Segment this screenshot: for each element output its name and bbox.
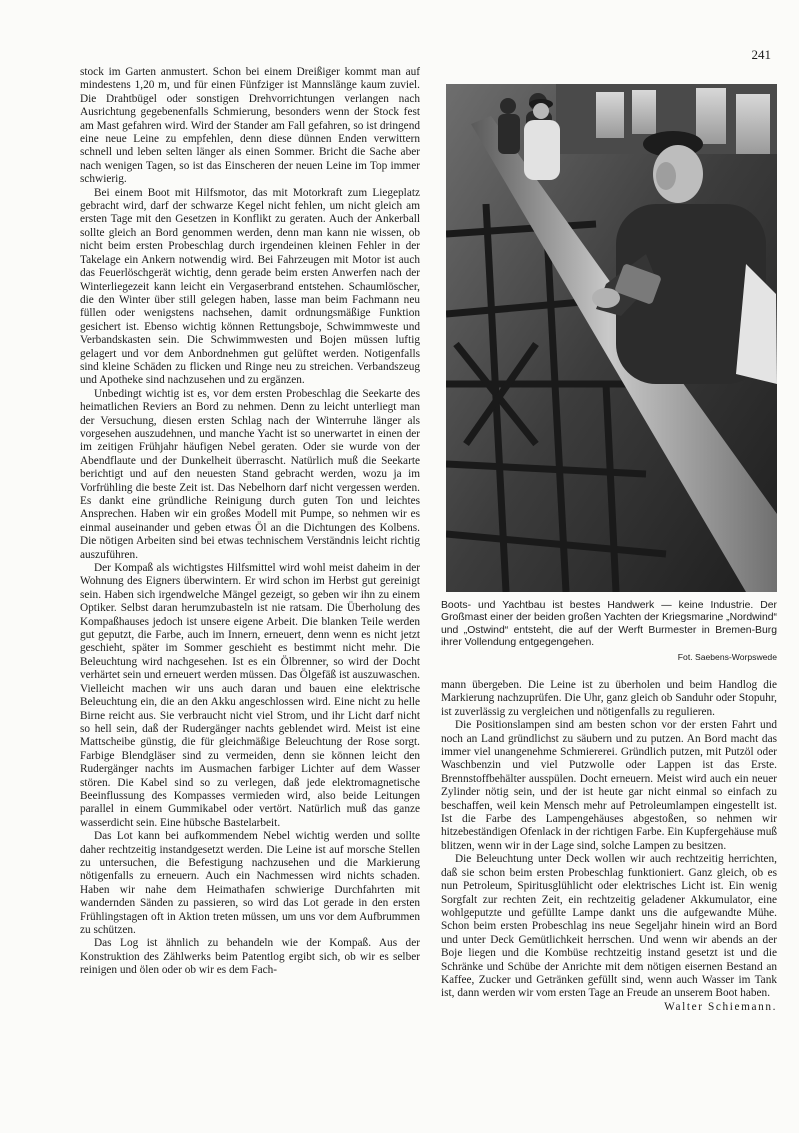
paragraph: Das Log ist ähnlich zu behandeln wie der Kompaß. Aus der Konstruktion des Zählwerks beim Patentlog ergibt sich, ob wir es selber reinigen und ölen oder ob wir es dem Fach- — [80, 937, 420, 977]
paragraph: mann übergeben. Die Leine ist zu überholen und beim Handlog die Markierung nachzuprüfen. Die Uhr, ganz gleich ob Sanduhr oder Stopuhr, ist zuverlässig zu vergleichen und nötigenfalls zu regulieren. — [441, 679, 777, 718]
right-column — [441, 679, 777, 1014]
author-signature: Walter Schiemann. — [664, 1000, 777, 1013]
page-number: 241 — [751, 47, 771, 62]
shipyard-photo — [446, 84, 777, 592]
paragraph: Die Beleuchtung unter Deck wollen wir auch rechtzeitig herrichten, daß sie schon beim ersten Probeschlag funktioniert. Ganz gleich, ob es nun Petroleum, Spiritusglühlicht oder elektrisches Licht ist. Ein wenig Sorgfalt zur rechten Zeit, ein rechtzeitig geladener Akkumulator, eine wohlgeputzte und gefüllte Lampe dankt uns die aufgewandte Mühe. Schon beim ersten Probeschlag ins neue Segeljahr hinein wird an Bord und unter Deck Gemütlichkeit herrschen. Und wenn wir abends an der Boje liegen und die Kombüse rechtzeitig instand gesetzt ist und die Schränke und Schübe der Anrichte mit dem nötigen eisernen Bestand an Kaffee, Zucker und Getränken gefüllt sind, wenn auch Wasser im Tank ist, dann werden wir vom ersten Tage an Freude an unserem Boot haben. — [441, 853, 777, 1000]
photo-caption — [441, 600, 777, 663]
paragraph: Bei einem Boot mit Hilfsmotor, das mit Motorkraft zum Liegeplatz gebracht wird, darf der schwarze Kegel nicht fehlen, um nicht gleich am ersten Tage mit den Gesetzen in Konflikt zu geraten. Auch der Ankerball sollte gleich an Bord genommen werden, denn man kann nie wissen, ob nicht beim ersten Probeschlag durch irgendeinen kleinen Fehler in der Takelage ein Ankern notwendig wird. Bei Fahrzeugen mit Motor ist auch das Feuerlöschgerät wichtig, denn gerade beim ersten Anwerfen nach der Winterliegezeit kann leicht ein Vergaserbrand entstehen. Schaumlöscher, die den Winter über still gelegen haben, lasse man beim Fachmann neu füllen oder wenigstens nachsehen, damit ordnungsmäßige Funktion gesichert ist. Ebenso wichtig können Rettungsboje, Schwimmweste und Verbandskasten sein. Die Schwimmwesten und Bojen müssen luftig gelagert und vor dem Anbordnehmen gut gelüftet werden. Notigenfalls sind kleine Schäden zu flicken und Ringe neu zu streichen. Verbandszeug und Apotheke sind nachzusehen und zu ergänzen. — [80, 186, 420, 387]
mast-workers-illustration — [446, 84, 777, 592]
paragraph: stock im Garten anmustert. Schon bei einem Dreißiger kommt man auf mindestens 1,20 m, und für einen Fünfziger ist Mannslänge kaum zuviel. Die Drahtbügel oder sonstigen Drehvorrichtungen verlangen nach Ausrichtung gegebenenfalls Schmierung, besonders wenn der Stock fest am Mast gefahren wird. Wird der Stander am Fall gefahren, so ist dringend eine neue Leine zu empfehlen, denn diese dünnen Enden verwittern schnell und leben selten länger als einen Sommer. Bricht die Sache aber nach wenigen Tagen, so ist das Einscheren der neuen Leine im Top immer schwierig. — [80, 66, 420, 186]
paragraph: Der Kompaß als wichtigstes Hilfsmittel wird wohl meist daheim in der Wohnung des Eigners überwintern. Er wird schon im Herbst gut gereinigt sein. Haben sich irgendwelche Mängel gezeigt, so geben wir ihn zu einem Optiker. Selbst daran herumzubasteln ist nie ratsam. Die Überholung des Kompaßhauses jedoch ist unsere eigene Arbeit. Die blanken Teile werden gut geputzt, die Farbe, auch im Innern, erneuert, denn wenn es nicht jetzt geschieht, später im Sommer geschieht es bestimmt nicht mehr. Die Beleuchtung wird nachgesehen. Ist es ein Ölbrenner, so wird der Docht verhärtet sein und erneuert werden müssen. Das Ölgefäß ist auszuwaschen. Vielleicht machen wir uns auch daran und bauen eine elektrische Beleuchtung ein, die an den Akku angeschlossen wird. Eine nicht zu helle Birne reicht aus. Sie verbraucht nicht viel Strom, und ihr Licht darf nicht so hell sein, daß der Rudergänger nachts geblendet wird. Meist ist eine Mattscheibe günstig, die für gleichmäßige Beleuchtung der Rose sorgt. Farbige Blendgläser sind zu vermeiden, denn sie können leicht den Rudergänger nachts im Ausmachen farbiger Lichter auf dem Wasser stören. Die Kabel sind so zu verlegen, daß jede elektromagnetische Beeinflussung des Kompasses vermieden wird, also beide Leitungen parallel in einem Gummikabel oder vertört. Natürlich muß das ganze wasserdicht sein. Eine hübsche Bastelarbeit. — [80, 562, 420, 829]
paragraph: Das Lot kann bei aufkommendem Nebel wichtig werden und sollte daher rechtzeitig instandgesetzt werden. Die Leine ist auf morsche Stellen zu untersuchen, die Befestigung nachzusehen und die Markierung nötigenfalls zu erneuern. Auch ein Nachmessen wird nichts schaden. Haben wir nahe dem Heimathafen schwierige Durchfahrten mit wandernden Sänden zu passieren, so wird das Lot gerade in den ersten Frühlingstagen oft in Aktion treten müssen, um uns vor dem Aufbrummen zu schützen. — [80, 830, 420, 936]
caption-text: Boots- und Yachtbau ist bestes Handwerk — keine Industrie. Der Großmast einer der beiden großen Yachten der Kriegsmarine „Nordwind“ und „Ostwind“ entsteht, die auf der Werft Burmester in Bremen-Burg ihrer Vollendung entgegengehen. — [441, 600, 777, 649]
left-column — [80, 66, 420, 978]
paragraph: Die Positionslampen sind am besten schon vor der ersten Fahrt und noch an Land gründlichst zu säubern und zu putzen. An Bord macht das immer viel unangenehme Schmiererei. Gründlich putzen, mit Putzöl oder Waschbenzin und viel Putzwolle oder Lappen ist das Erste. Brennstoffbehälter ausspülen. Docht erneuern. Meist wird auch ein neuer Zylinder nötig sein, und der ist heute gar nicht einmal so einfach zu beschaffen, weil kein Mensch mehr auf Petroleumlampen eingestellt ist. Ist die Farbe des Lampengehäuses abgestoßen, so nehmen wir hitzebeständigen Ofenlack in der richtigen Farbe. Ein Kupfergehäuse muß blitzen, wenn wir in der Lage sind, solche Lampen zu besitzen. — [441, 719, 777, 852]
paragraph: Unbedingt wichtig ist es, vor dem ersten Probeschlag die Seekarte des heimatlichen Reviers an Bord zu nehmen. Denn zu leicht unterliegt man der Versuchung, diesen ersten Schlag nach der Winterruhe länger als vorgesehen auszudehnen, und manche Yacht ist so unerwartet in einen der im zeitigen Frühjahr häufigen Nebel geraten. Oder sie wurde von der Abendflaute und der Dunkelheit überrascht. Natürlich muß die Seekarte berichtigt und auf den neuesten Stand gebracht werden, wozu ja im Vorfrühling die beste Zeit ist. Das Nebelhorn darf nicht vergessen werden. Es dankt eine gründliche Reinigung durch guten Ton und leichtes Ansprechen. Haben wir ein großes Modell mit Pumpe, so nehmen wir es einmal auseinander und geben etwas Öl an die Dichtungen des Kolbens. Die nötigen Arbeiten sind bei etwas technischem Verständnis leicht richtig auszuführen. — [80, 387, 420, 561]
photo-credit: Fot. Saebens-Worpswede — [677, 651, 777, 662]
